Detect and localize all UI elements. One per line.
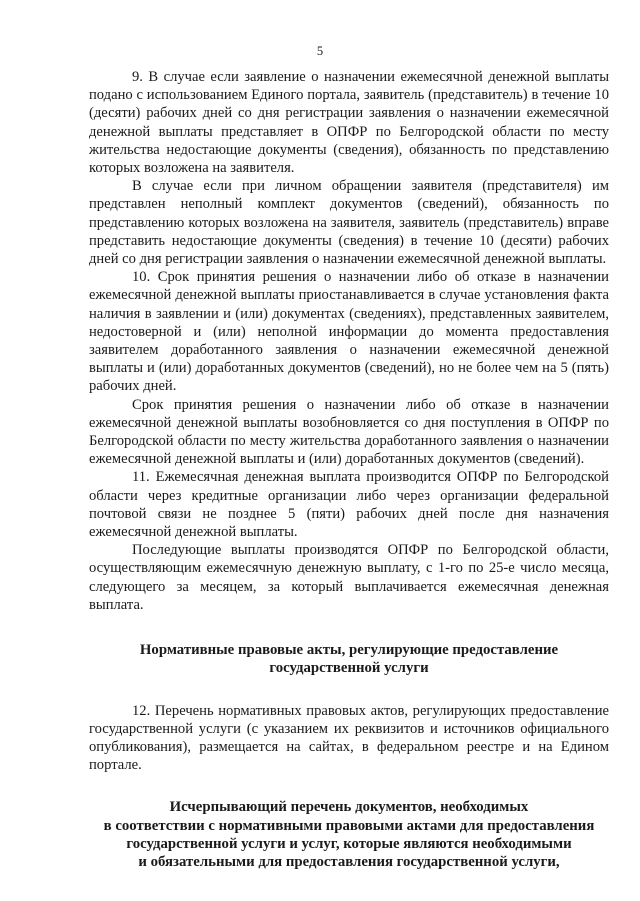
paragraph-subsequent-payments: Последующие выплаты производятся ОПФР по Белгородской области, осуществляющим ежемесячную денежную выплату, с 1-го по 25-е число месяца, следующего за месяцем, за который выплачивается ежемесячная денежная выплата. xyxy=(89,542,609,613)
paragraph-decision-resumed: Срок принятия решения о назначении либо об отказе в назначении ежемесячной денежной выплаты возобновляется со дня поступления в ОПФР по Белгородской области по месту жительства доработанного заявления о назначении ежемесячной денежной выплаты и (или) доработанных документов (сведений). xyxy=(89,396,609,468)
document-body xyxy=(89,68,609,871)
paragraph-10: 10. Срок принятия решения о назначении либо об отказе в назначении ежемесячной денежной выплаты приостанавливается в случае установления факта наличия в заявлении и (или) документах (сведениях), представленных заявителем, недостоверной и (или) неполной информации до момента предоставления заявителем доработанного заявления о назначении ежемесячной денежной выплаты и (или) доработанных документов (сведений), но не более чем на 5 (пять) рабочих дней. xyxy=(89,269,609,395)
paragraph-personal-application: В случае если при личном обращении заявителя (представителя) им представлен неполный комплект документов (сведений), обязанность по представлению которых возложена на заявителя, заявитель (представитель) вправе представить недостающие документы (сведения) в течение 10 (десяти) рабочих дней со дня регистрации заявления о назначении ежемесячной денежной выплаты. xyxy=(89,178,609,268)
heading-line: Нормативные правовые акты, регулирующие предоставление xyxy=(139,642,559,659)
section-heading-legal-acts xyxy=(89,641,609,677)
heading-line: Исчерпывающий перечень документов, необходимых xyxy=(169,799,529,816)
paragraph-12: 12. Перечень нормативных правовых актов, регулирующих предоставление государственной услуги (с указанием их реквизитов и источников официального опубликования), размещается на сайтах, в федеральном реестре и на Едином портале. xyxy=(89,702,609,774)
heading-line: государственной услуги и услуг, которые являются необходимыми xyxy=(126,835,572,852)
page-number: 5 xyxy=(316,44,324,58)
paragraph-11: 11. Ежемесячная денежная выплата производится ОПФР по Белгородской области через кредитные организации либо через организации федеральной почтовой связи не позднее 5 (пяти) рабочих дней после дня назначения ежемесячной денежной выплаты. xyxy=(89,469,609,541)
section-heading-documents-list xyxy=(89,798,609,871)
paragraph-9: 9. В случае если заявление о назначении ежемесячной денежной выплаты подано с использованием Единого портала, заявитель (представитель) в течение 10 (десяти) рабочих дней со дня регистрации заявления о назначении ежемесячной денежной выплаты представляет в ОПФР по Белгородской области по месту жительства недостающие документы (сведения), обязанность по представлению которых возложена на заявителя. xyxy=(89,69,609,177)
heading-line: государственной услуги xyxy=(269,660,429,677)
heading-line: в соответствии с нормативными правовыми актами для предоставления xyxy=(103,817,595,834)
heading-line: и обязательными для предоставления государственной услуги, xyxy=(138,853,560,870)
